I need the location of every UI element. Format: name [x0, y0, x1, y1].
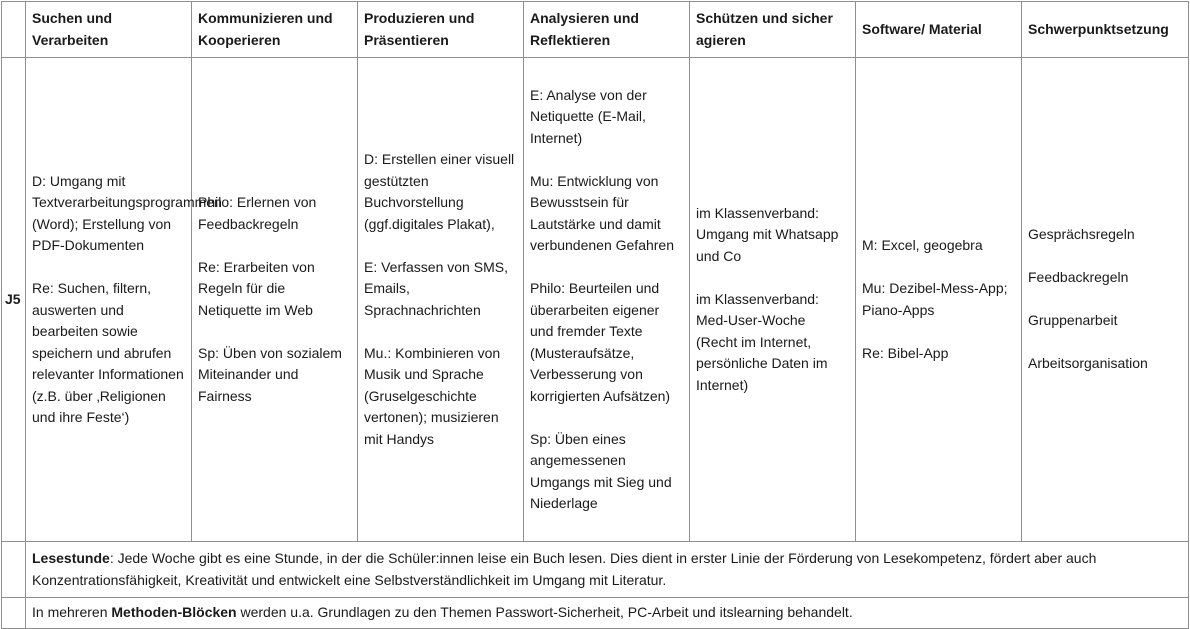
cell-entry: D: Erstellen einer visuell gestützten Buchvorstellung (ggf.digitales Plakat), — [364, 151, 515, 232]
header-cell — [26, 2, 192, 58]
cell-entry: Sp: Üben eines angemessenen Umgangs mit Sieg und Niederlage — [530, 430, 672, 511]
methoden-label: Methoden-Blöcken — [111, 604, 237, 621]
cell-entry: Re: Suchen, filtern, auswerten und bearbeiten sowie speichern und abrufen relevanter Informationen (z.B. über ‚Religionen und ihre Feste‘) — [32, 280, 184, 425]
cell-produzieren-praesentieren — [358, 58, 524, 542]
cell-entry: Arbeitsorganisation — [1028, 355, 1148, 372]
note-left-empty — [2, 598, 26, 629]
cell-entry: Re: Erarbeiten von Regeln für die Netiquette im Web — [198, 258, 315, 318]
header-label: Schützen und sicher agieren — [696, 10, 833, 48]
cell-schwerpunktsetzung — [1022, 58, 1189, 542]
lesestunde-note — [26, 542, 1189, 598]
cell-entry: im Klassenverband: Med-User-Woche (Recht im Internet, persönliche Daten im Internet) — [696, 290, 828, 393]
curriculum-table — [1, 1, 1189, 629]
cell-entry: E: Analyse von der Netiquette (E-Mail, Internet) — [530, 86, 647, 146]
cell-entry: Mu.: Kombinieren von Musik und Sprache (Gruselgeschichte vertonen); musizieren mit Handys — [364, 344, 501, 447]
cell-entry: M: Excel, geogebra — [862, 237, 983, 253]
header-cell — [358, 2, 524, 58]
cell-schuetzen-agieren — [690, 58, 856, 542]
header-label: Produzieren und Präsentieren — [364, 10, 475, 48]
methoden-row — [2, 598, 1189, 629]
header-label: Analysieren und Reflektieren — [530, 10, 639, 48]
methoden-text: werden u.a. Grundlagen zu den Themen Passwort-Sicherheit, PC-Arbeit und itslearning behandelt. — [236, 604, 853, 621]
content-row-j5 — [2, 58, 1189, 542]
cell-entry: im Klassenverband: Umgang mit Whatsapp und Co — [696, 204, 839, 264]
cell-entry: Philo: Beurteilen und überarbeiten eigener und fremder Texte (Musteraufsätze, Verbesserung von korrigierten Aufsätzen) — [530, 280, 671, 404]
header-cell — [690, 2, 856, 58]
row-label: J5 — [2, 58, 26, 542]
methoden-note — [26, 598, 1189, 629]
cell-entry: Mu: Dezibel-Mess-App; Piano-Apps — [862, 280, 1008, 318]
header-label: Kommunizieren und Kooperieren — [198, 10, 333, 48]
note-left-empty — [2, 542, 26, 598]
lesestunde-text: : Jede Woche gibt es eine Stunde, in der die Schüler:innen leise ein Buch lesen. Dies dient in erster Linie der Förderung von Lesekompetenz, fördert aber auch Konzentrationsfähigkeit, Kreativität und entwickelt eine Selbstverständlichkeit im Umgang mit Literatur. — [32, 550, 1097, 588]
header-label: Software/ Material — [862, 20, 982, 37]
header-label: Suchen und Verarbeiten — [32, 10, 113, 48]
cell-entry: D: Umgang mit Textverarbeitungsprogrammen (Word); Erstellung von PDF-Dokumenten — [32, 172, 222, 253]
header-cell — [1022, 2, 1189, 58]
cell-entry: Mu: Entwicklung von Bewusstsein für Lautstärke und damit verbundenen Gefahren — [530, 172, 674, 253]
lesestunde-row — [2, 542, 1189, 598]
header-row — [2, 2, 1189, 58]
cell-kommunizieren-kooperieren — [192, 58, 358, 542]
header-cell — [856, 2, 1022, 58]
header-empty-cell — [2, 2, 26, 58]
cell-entry: Gesprächsregeln — [1028, 226, 1135, 243]
cell-software-material — [856, 58, 1022, 542]
cell-entry: Re: Bibel-App — [862, 344, 949, 361]
cell-analysieren-reflektieren — [524, 58, 690, 542]
cell-entry: Gruppenarbeit — [1028, 312, 1118, 329]
cell-entry: Philo: Erlernen von Feedbackregeln — [198, 194, 317, 232]
methoden-prefix: In mehreren — [32, 604, 112, 621]
cell-entry: Sp: Üben von sozialem Miteinander und Fairness — [198, 344, 342, 404]
lesestunde-label: Lesestunde — [32, 550, 110, 566]
cell-entry: Feedbackregeln — [1028, 269, 1129, 286]
header-cell — [524, 2, 690, 58]
cell-suchen-verarbeiten — [26, 58, 222, 542]
header-label: Schwerpunktsetzung — [1028, 20, 1169, 37]
cell-entry: E: Verfassen von SMS, Emails, Sprachnachrichten — [364, 258, 508, 318]
header-cell — [192, 2, 358, 58]
